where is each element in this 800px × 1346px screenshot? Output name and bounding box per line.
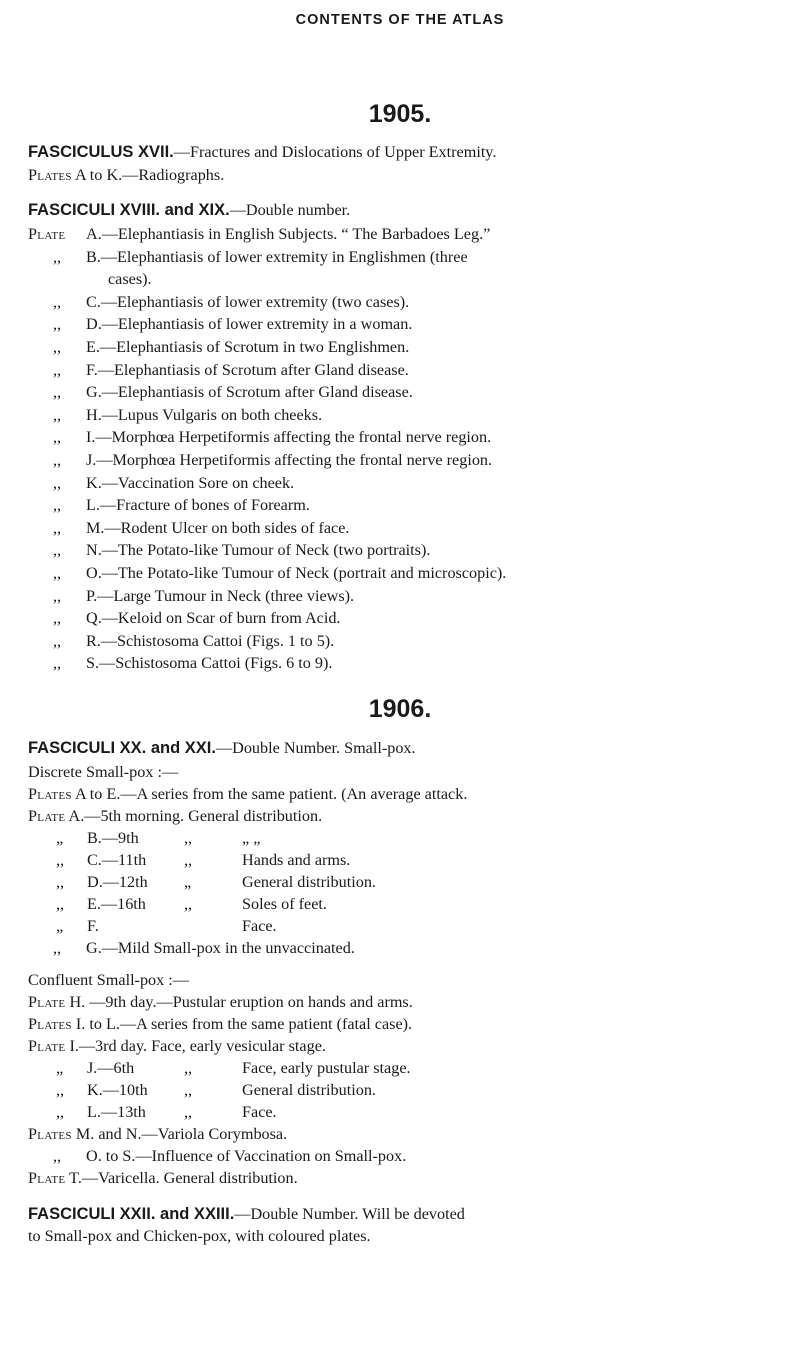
ditto-mark: ,,	[52, 496, 62, 515]
ditto-mark: ,,	[52, 631, 62, 650]
plate-day-desc: „ „	[242, 829, 261, 847]
plate-entry	[28, 450, 492, 470]
ditto-mark: ,,	[52, 405, 62, 424]
plate-entry-text: G.—Elephantiasis of Scrotum after Gland disease.	[86, 383, 413, 402]
fasciculi-22-23-desc: —Double Number. Will be devoted	[234, 1205, 465, 1223]
ditto-mark: ,,	[52, 939, 62, 957]
fasciculi-20-21-title: FASCICULI XX. and XXI.	[28, 739, 216, 757]
plate-day-desc: Face.	[242, 1103, 277, 1121]
plate-entry	[28, 495, 310, 515]
ditto-mark: ,,	[56, 895, 65, 913]
fasciculi-18-19-title: FASCICULI XVIII. and XIX.	[28, 201, 230, 219]
plate-day-desc: General distribution.	[242, 1081, 376, 1099]
ditto-mark: ,,	[56, 1081, 65, 1099]
fasciculi-22-23-continued: to Small-pox and Chicken-pox, with coloured plates.	[28, 1227, 371, 1245]
plates-label: Plates	[28, 166, 72, 184]
ditto-mark: ,,	[52, 247, 62, 266]
plate-h	[28, 992, 413, 1012]
ditto-mark: ,,	[52, 586, 62, 605]
plate-entry	[28, 540, 430, 560]
fasciculi-18-19-desc: —Double number.	[229, 201, 351, 219]
running-head: CONTENTS OF THE ATLAS	[295, 12, 505, 28]
plate-entry-text: S.—Schistosoma Cattoi (Figs. 6 to 9).	[86, 654, 333, 673]
fasciculus-17	[28, 142, 496, 162]
ditto-mark: ,,	[52, 338, 62, 356]
plate-entry-text: K.—Vaccination Sore on cheek.	[86, 473, 295, 492]
plate-entry	[28, 473, 294, 493]
plates-desc: A to K.—Radiographs.	[71, 166, 225, 184]
ditto-mark: ,,	[56, 1103, 65, 1121]
plates-m-n	[28, 1124, 287, 1144]
plate-label: Plate	[28, 993, 66, 1011]
plate-day-desc: General distribution.	[242, 873, 376, 891]
plate-day-label: J.—6th	[87, 1059, 135, 1077]
plate-entry	[28, 563, 506, 583]
fasciculi-20-21-desc: —Double Number. Small-pox.	[215, 739, 416, 757]
fasciculus-17-title: FASCICULUS XVII.	[28, 143, 174, 161]
plate-day-desc: Hands and arms.	[242, 851, 351, 869]
plate-label: Plate	[28, 1169, 66, 1187]
plate-a	[28, 806, 322, 826]
plate-entry	[28, 292, 409, 312]
ditto-mark: ,,	[52, 609, 62, 628]
plate-entry	[28, 382, 413, 402]
plate-day-label: C.—11th	[87, 851, 147, 869]
plate-day-label: E.—16th	[87, 895, 146, 913]
plate-entry-text: cases).	[108, 270, 152, 289]
ditto-mark: ,,	[184, 1103, 193, 1121]
plate-entry	[28, 337, 409, 357]
plate-entry	[28, 586, 354, 606]
plate-entry-text: H.—Lupus Vulgaris on both cheeks.	[86, 405, 323, 424]
confluent-heading: Confluent Small-pox :—	[28, 971, 189, 989]
plate-entry	[28, 405, 322, 425]
fasciculus-17-plates	[28, 165, 224, 185]
plate-day-label: F.	[87, 917, 99, 935]
plate-entry-text: I.—Morphœa Herpetiformis affecting the frontal nerve region.	[86, 428, 492, 447]
plate-day-label: L.—13th	[87, 1103, 146, 1121]
ditto-mark: ,,	[52, 473, 62, 492]
plate-entry	[28, 314, 412, 334]
ditto-mark: ,,	[184, 851, 193, 869]
plate-day-desc: Face, early pustular stage.	[242, 1059, 411, 1077]
plate-t	[28, 1168, 298, 1188]
plate-entry-text: D.—Elephantiasis of lower extremity in a woman.	[86, 315, 413, 334]
plate-entry	[28, 247, 468, 267]
plates-a-e-desc: A to E.—A series from the same patient. (An average attack.	[71, 785, 468, 803]
plate-entry	[28, 269, 152, 289]
fasciculi-20-21	[28, 738, 416, 758]
plate-day-label: B.—9th	[87, 829, 139, 847]
plate-t-desc: T.—Varicella. General distribution.	[65, 1169, 298, 1187]
plate-entry-text: O.—The Potato-like Tumour of Neck (portrait and microscopic).	[86, 564, 507, 582]
plate-day-label: D.—12th	[87, 873, 148, 891]
plate-g	[28, 938, 355, 958]
plate-i-desc: I.—3rd day. Face, early vesicular stage.	[65, 1037, 326, 1055]
plate-entry-text: M.—Rodent Ulcer on both sides of face.	[86, 518, 350, 537]
ditto-mark: ,,	[184, 1081, 193, 1099]
fasciculus-17-desc: —Fractures and Dislocations of Upper Extremity.	[173, 143, 497, 161]
plate-i	[28, 1036, 326, 1056]
plate-entry	[28, 427, 491, 447]
plate-label: Plate	[28, 807, 66, 825]
year-heading-1906: 1906.	[368, 695, 432, 723]
ditto-mark: ,,	[52, 383, 62, 402]
plates-label: Plates	[28, 1015, 72, 1033]
plate-a-desc: A.—5th morning. General distribution.	[65, 807, 323, 825]
plates-m-n-desc: M. and N.—Variola Corymbosa.	[71, 1125, 288, 1143]
plate-g-desc: G.—Mild Small-pox in the unvaccinated.	[86, 939, 355, 957]
year-heading-1905: 1905.	[368, 100, 432, 128]
plate-h-desc: H. —9th day.—Pustular eruption on hands and arms.	[65, 993, 413, 1011]
plate-entry	[28, 518, 349, 538]
ditto-mark: „	[56, 917, 64, 935]
fasciculi-22-23	[28, 1204, 465, 1224]
ditto-mark: ,,	[184, 895, 193, 913]
plate-day-label: K.—10th	[87, 1081, 148, 1099]
ditto-mark: ,,	[184, 1059, 193, 1077]
ditto-mark: ,,	[56, 851, 65, 869]
ditto-mark: ,,	[52, 1147, 62, 1165]
plate-day-desc: Soles of feet.	[242, 895, 327, 913]
plates-a-e	[28, 784, 467, 804]
ditto-mark: ,,	[56, 873, 65, 891]
plate-entry-text: F.—Elephantiasis of Scrotum after Gland disease.	[86, 360, 409, 379]
plate-entry	[28, 631, 334, 651]
discrete-heading: Discrete Small-pox :—	[28, 763, 179, 781]
ditto-mark: ,,	[52, 654, 62, 673]
fasciculi-22-23-title: FASCICULI XXII. and XXIII.	[28, 1205, 235, 1223]
ditto-mark: ,,	[52, 315, 62, 334]
ditto-mark: ,,	[52, 541, 62, 560]
plate-entry-text: A.—Elephantiasis in English Subjects. “ The Barbadoes Leg.”	[86, 225, 491, 243]
plates-i-l-desc: I. to L.—A series from the same patient (fatal case).	[71, 1015, 413, 1033]
plates-label: Plates	[28, 785, 72, 803]
plate-entry-text: E.—Elephantiasis of Scrotum in two Englishmen.	[86, 338, 410, 356]
plate-day-desc: Face.	[242, 917, 277, 935]
plates-o-s-desc: O. to S.—Influence of Vaccination on Small-pox.	[86, 1147, 407, 1165]
ditto-mark: ,,	[52, 518, 62, 537]
plate-label: Plate	[28, 225, 66, 243]
plate-entry	[28, 360, 409, 380]
ditto-mark: „	[56, 1059, 64, 1077]
plates-o-s	[28, 1146, 406, 1166]
ditto-mark: „	[56, 829, 64, 847]
ditto-mark: ,,	[52, 451, 62, 469]
ditto-mark: ,,	[184, 829, 193, 847]
plates-label: Plates	[28, 1125, 72, 1143]
ditto-mark: „	[184, 873, 192, 891]
plate-entry-text: Q.—Keloid on Scar of burn from Acid.	[86, 609, 341, 628]
ditto-mark: ,,	[52, 292, 62, 311]
plate-entry	[28, 653, 332, 673]
plate-entry	[28, 224, 490, 244]
plate-entry-text: C.—Elephantiasis of lower extremity (two cases).	[86, 292, 410, 311]
plates-i-l	[28, 1014, 412, 1034]
plate-entry-text: R.—Schistosoma Cattoi (Figs. 1 to 5).	[86, 631, 335, 650]
ditto-mark: ,,	[52, 564, 62, 582]
plate-entry-text: P.—Large Tumour in Neck (three views).	[86, 586, 355, 605]
plate-entry	[28, 608, 340, 628]
ditto-mark: ,,	[52, 428, 62, 447]
plate-entry-text: L.—Fracture of bones of Forearm.	[86, 496, 310, 515]
plate-entry-text: J.—Morphœa Herpetiformis affecting the frontal nerve region.	[86, 451, 493, 469]
plate-entry-text: N.—The Potato-like Tumour of Neck (two portraits).	[86, 541, 431, 560]
plate-entry-text: B.—Elephantiasis of lower extremity in Englishmen (three	[86, 247, 468, 266]
ditto-mark: ,,	[52, 360, 62, 379]
plate-label: Plate	[28, 1037, 66, 1055]
fasciculi-18-19	[28, 200, 350, 220]
